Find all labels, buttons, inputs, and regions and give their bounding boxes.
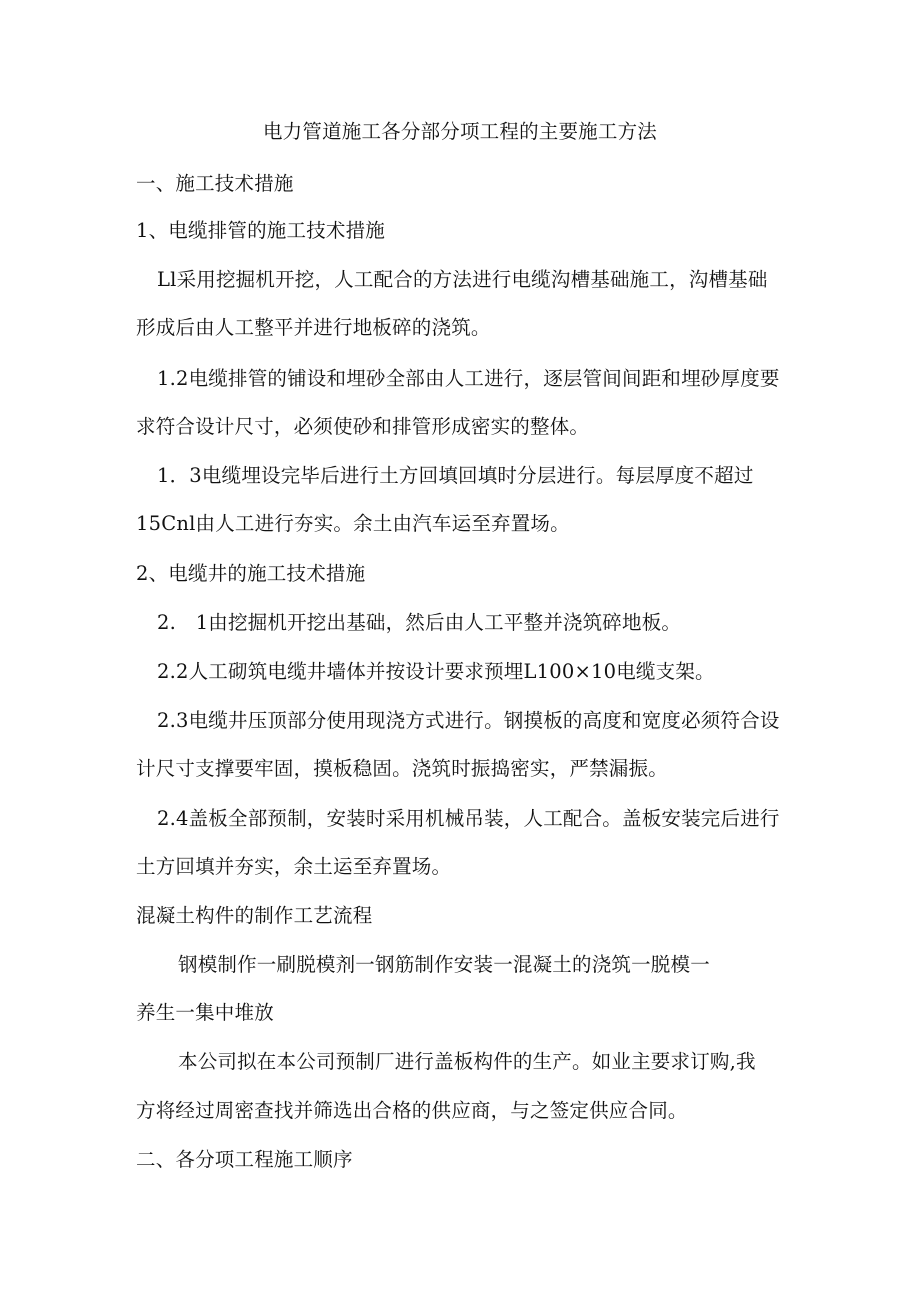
paragraph-1-2-line-1: 1.2电缆排管的铺设和埋砂全部由人工进行，逐层管间间距和埋砂厚度要 (157, 367, 780, 390)
paragraph-1-1-line-1: Ll采用挖掘机开挖，人工配合的方法进行电缆沟槽基础施工，沟槽基础 (157, 268, 768, 291)
paragraph-2-3-line-2: 计尺寸支撑要牢固，摸板稳固。浇筑时振捣密实，严禁漏振。 (136, 757, 668, 780)
subsection-heading-cable-duct: 1、电缆排管的施工技术措施 (136, 219, 386, 242)
paragraph-2-1: 2. 1由挖掘机开挖出基础，然后由人工平整并浇筑碎地板。 (157, 611, 682, 634)
paragraph-2-3-line-1: 2.3电缆井压顶部分使用现浇方式进行。钢摸板的高度和宽度必须符合设 (157, 709, 780, 732)
paragraph-2-2: 2.2人工砌筑电缆井墙体并按设计要求预埋L100×10电缆支架。 (157, 660, 715, 683)
process-flow-line-1: 钢模制作一刷脱模剂一钢筋制作安装一混凝土的浇筑一脱模一 (178, 953, 710, 976)
subsection-heading-cable-well: 2、电缆井的施工技术措施 (136, 562, 366, 585)
supply-paragraph-line-1: 本公司拟在本公司预制厂进行盖板构件的生产。如业主要求订购,我 (178, 1050, 756, 1073)
document-title: 电力管道施工各分部分项工程的主要施工方法 (262, 120, 657, 143)
paragraph-1-2-line-2: 求符合设计尺寸，必须使砂和排管形成密实的整体。 (136, 415, 590, 438)
supply-paragraph-line-2: 方将经过周密查找并筛选出合格的供应商，与之签定供应合同。 (136, 1099, 688, 1122)
section-heading-construction-measures: 一、施工技术措施 (136, 172, 294, 195)
paragraph-2-4-line-2: 土方回填并夯实，余土运至弃置场。 (136, 855, 452, 878)
process-flow-line-2: 养生一集中堆放 (136, 1001, 274, 1024)
paragraph-2-4-line-1: 2.4盖板全部预制，安装时采用机械吊装，人工配合。盖板安装完后进行 (157, 807, 780, 830)
section-heading-construction-sequence: 二、各分项工程施工顺序 (136, 1148, 353, 1171)
paragraph-1-3-line-1: 1．3电缆埋设完毕后进行土方回填回填时分层进行。每层厚度不超过 (157, 464, 754, 487)
paragraph-1-1-line-2: 形成后由人工整平并进行地板碎的浇筑。 (136, 316, 491, 339)
paragraph-1-3-line-2: 15Cnl由人工进行夯实。余土由汽车运至弃置场。 (136, 512, 570, 535)
process-flow-heading: 混凝土构件的制作工艺流程 (136, 904, 373, 927)
